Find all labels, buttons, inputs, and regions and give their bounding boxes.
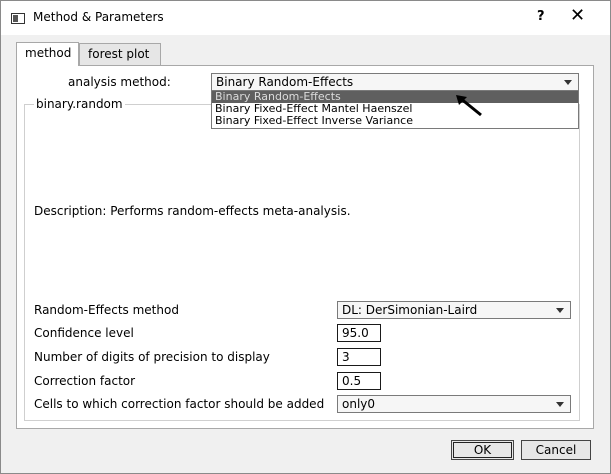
chevron-down-icon: [556, 402, 564, 407]
analysis-method-label: analysis method:: [68, 75, 171, 89]
chevron-down-icon: [564, 80, 572, 85]
cells-label: Cells to which correction factor should be added: [34, 397, 325, 411]
correction-factor-label: Correction factor: [34, 374, 136, 388]
correction-factor-input[interactable]: 0.5: [337, 372, 381, 390]
title-bar: [1, 1, 610, 35]
chevron-down-icon: [556, 308, 564, 313]
dropdown-option-binary-random-effects[interactable]: Binary Random-Effects: [212, 91, 578, 103]
dropdown-option-fixed-inverse-variance[interactable]: Binary Fixed-Effect Inverse Variance: [215, 114, 413, 127]
confidence-level-label: Confidence level: [34, 326, 134, 340]
tab-method[interactable]: method: [16, 42, 79, 66]
dropdown-option-fixed-mantel-haenszel[interactable]: Binary Fixed-Effect Mantel Haenszel: [215, 102, 413, 115]
cancel-button[interactable]: Cancel: [521, 440, 591, 460]
digits-label: Number of digits of precision to display: [34, 350, 270, 364]
cells-select[interactable]: [337, 395, 571, 413]
close-icon[interactable]: ✕: [570, 5, 586, 26]
re-method-label: Random-Effects method: [34, 303, 179, 317]
re-method-select[interactable]: [337, 301, 571, 319]
analysis-method-dropdown: [211, 90, 579, 129]
description-text: Description: Performs random-effects meta-analysis.: [34, 204, 351, 218]
digits-input[interactable]: 3: [337, 348, 381, 366]
mouse-pointer-icon: [453, 93, 483, 117]
confidence-level-input[interactable]: 95.0: [337, 324, 381, 342]
re-method-value: DL: DerSimonian-Laird: [342, 303, 478, 317]
window-title: Method & Parameters: [33, 10, 164, 24]
cells-value: only0: [342, 397, 376, 411]
group-title: binary.random: [36, 97, 123, 111]
analysis-method-value: Binary Random-Effects: [216, 75, 354, 89]
ok-button[interactable]: OK: [451, 440, 514, 460]
help-button[interactable]: ?: [537, 9, 545, 24]
tab-forest-plot[interactable]: forest plot: [79, 43, 161, 65]
analysis-method-select[interactable]: [211, 73, 579, 91]
window-icon: [11, 13, 25, 24]
